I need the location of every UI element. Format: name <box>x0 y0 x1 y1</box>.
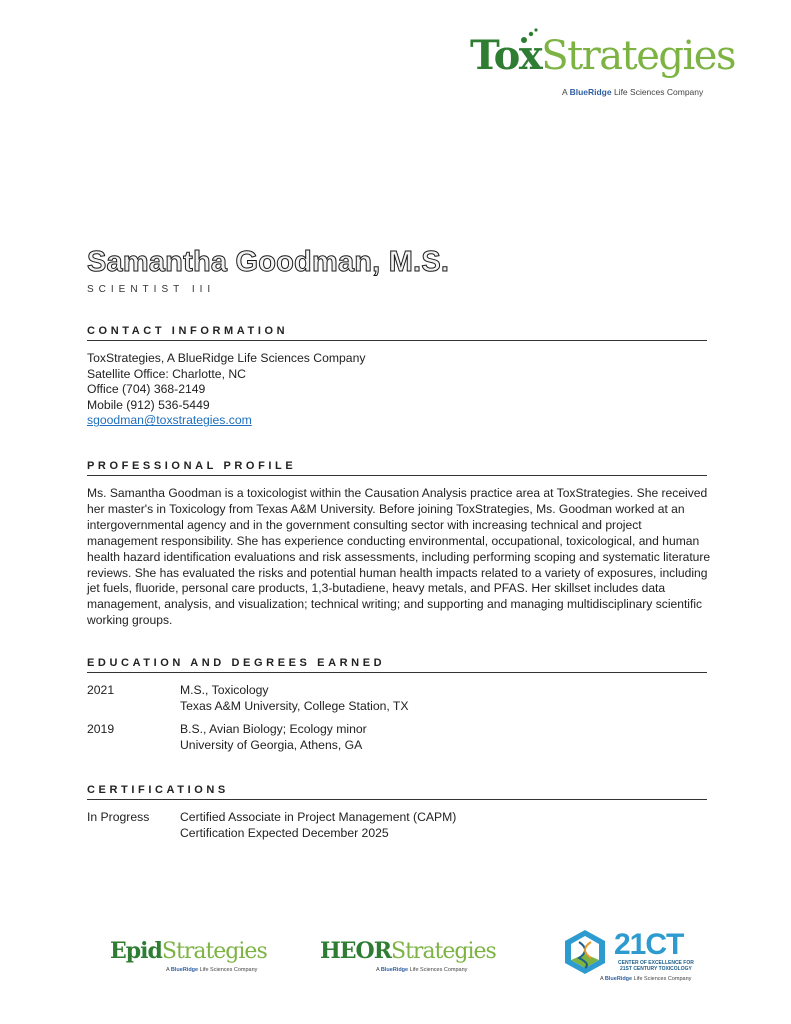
education-degree: B.S., Avian Biology; Ecology minor <box>180 722 367 736</box>
education-institution: University of Georgia, Athens, GA <box>180 737 363 752</box>
heor-word-1: HEOR <box>320 938 392 964</box>
21ct-subtitle-line1: CENTER OF EXCELLENCE FOR <box>618 960 694 966</box>
epid-tag-brand: BlueRidge <box>170 967 199 973</box>
logo-wordmark <box>470 32 735 79</box>
contact-mobile-phone: Mobile (912) 536-5449 <box>87 397 210 412</box>
heor-word-2: Strategies <box>391 939 496 964</box>
education-degree: M.S., Toxicology <box>180 683 269 697</box>
certifications-heading: CERTIFICATIONS <box>87 784 707 800</box>
heor-tag-prefix: A <box>376 967 381 973</box>
heor-tag-brand: BlueRidge <box>380 967 409 973</box>
epid-word-1: Epid <box>110 938 162 964</box>
hexagon-dna-icon <box>562 928 608 976</box>
contact-email-link[interactable]: sgoodman@toxstrategies.com <box>87 413 252 428</box>
certification-name: Certified Associate in Project Management (CAPM) <box>180 810 457 824</box>
profile-text: Ms. Samantha Goodman is a toxicologist within the Causation Analysis practice area at ToxStrategies. She received her master's in Toxicology from Texas A&M University. Before joining ToxStrategies, Ms. Goodman worked at an intergovernmental agency and in the government consulting sector with increasing technical and project management responsibility. She has experience conducting environmental, occupational, toxicological, and human health hazard identification evaluations and risk assessments, including performing scoping and systematic literature reviews. She has evaluated the risks and potential human health impacts related to a variety of exposures, including jet fuels, fluoride, personal care products, 1,3-butadiene, heavy metals, and PFAS. Her skillset includes data management, analysis, and visualization; technical writing; and supporting and managing multidisciplinary scientific working groups. <box>87 486 711 628</box>
person-title: SCIENTIST III <box>87 284 216 295</box>
person-name: Samantha Goodman, M.S. <box>87 246 450 278</box>
certification-detail: Certification Expected December 2025 <box>180 825 389 840</box>
contact-office-phone: Office (704) 368-2149 <box>87 382 206 397</box>
contact-block <box>87 351 365 429</box>
toxstrategies-logo <box>470 28 735 100</box>
logo-tagline <box>562 87 703 97</box>
education-year: 2021 <box>87 683 115 697</box>
21ct-tag-brand: BlueRidge <box>604 976 633 982</box>
tagline-brand: BlueRidge <box>569 87 612 97</box>
heorstrategies-logo <box>320 940 496 973</box>
epid-tag-prefix: A <box>166 967 171 973</box>
21ct-tag-suffix: Life Sciences Company <box>632 976 692 982</box>
contact-company: ToxStrategies, A BlueRidge Life Sciences Company <box>87 351 366 365</box>
21ct-subtitle <box>618 960 694 972</box>
logo-word-strategies: Strategies <box>541 33 735 79</box>
contact-heading: CONTACT INFORMATION <box>87 325 707 341</box>
heor-tag-suffix: Life Sciences Company <box>408 967 468 973</box>
logo-word-tox: Tox <box>470 32 542 79</box>
epidstrategies-logo <box>110 940 267 973</box>
epid-word-2: Strategies <box>161 939 267 964</box>
education-year: 2019 <box>87 722 115 736</box>
education-institution: Texas A&M University, College Station, TX <box>180 698 409 713</box>
tagline-suffix: Life Sciences Company <box>611 87 704 97</box>
contact-office-location: Satellite Office: Charlotte, NC <box>87 366 246 381</box>
tagline-prefix: A <box>562 87 570 97</box>
epid-tag-suffix: Life Sciences Company <box>198 967 258 973</box>
21ct-tagline <box>600 976 691 982</box>
profile-heading: PROFESSIONAL PROFILE <box>87 460 707 476</box>
21ct-tag-prefix: A <box>600 976 605 982</box>
21ct-subtitle-line2: 21ST CENTURY TOXICOLOGY <box>619 966 692 972</box>
21ct-logo <box>562 928 702 988</box>
education-heading: EDUCATION AND DEGREES EARNED <box>87 657 707 673</box>
21ct-wordmark: 21CT <box>614 928 684 961</box>
certification-status: In Progress <box>87 810 150 824</box>
